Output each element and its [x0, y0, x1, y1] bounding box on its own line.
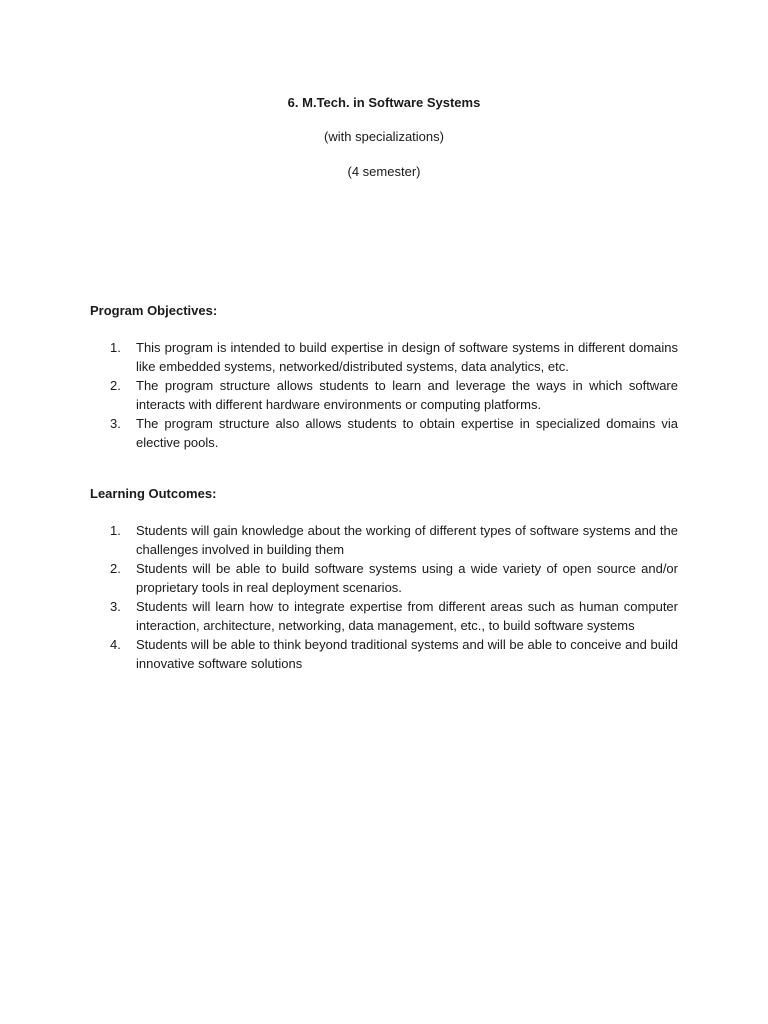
outcome-item-4	[110, 635, 678, 673]
outcome-number: 3.	[110, 599, 121, 614]
outcome-number: 4.	[110, 637, 121, 652]
learning-outcomes-list	[110, 521, 678, 673]
outcome-text: Students will learn how to integrate expertise from different areas such as human computer interaction, architecture, networking, data management, etc., to build software systems	[136, 599, 678, 633]
objective-item-2	[110, 376, 678, 414]
program-subtitle: (with specializations)	[324, 129, 444, 144]
learning-outcomes-heading: Learning Outcomes:	[90, 486, 217, 501]
outcome-item-1	[110, 521, 678, 559]
objective-item-1	[110, 338, 678, 376]
objective-text: The program structure allows students to learn and leverage the ways in which software interacts with different hardware environments or computing platforms.	[136, 378, 678, 412]
outcome-text: Students will gain knowledge about the working of different types of software systems and the challenges involved in building them	[136, 523, 678, 557]
objective-text: This program is intended to build expertise in design of software systems in different domains like embedded systems, networked/distributed systems, data analytics, etc.	[136, 340, 678, 374]
outcome-text: Students will be able to think beyond traditional systems and will be able to conceive and build innovative software solutions	[136, 637, 678, 671]
outcome-item-3	[110, 597, 678, 635]
objective-text: The program structure also allows students to obtain expertise in specialized domains via elective pools.	[136, 416, 678, 450]
program-duration: (4 semester)	[347, 164, 421, 179]
objective-item-3	[110, 414, 678, 452]
outcome-number: 1.	[110, 523, 121, 538]
program-objectives-heading: Program Objectives:	[90, 303, 218, 318]
objective-number: 2.	[110, 378, 121, 393]
program-title: 6. M.Tech. in Software Systems	[287, 95, 481, 110]
program-objectives-list	[110, 338, 678, 452]
objective-number: 1.	[110, 340, 121, 355]
outcome-number: 2.	[110, 561, 121, 576]
outcome-item-2	[110, 559, 678, 597]
objective-number: 3.	[110, 416, 121, 431]
outcome-text: Students will be able to build software systems using a wide variety of open source and/or proprietary tools in real deployment scenarios.	[136, 561, 678, 595]
